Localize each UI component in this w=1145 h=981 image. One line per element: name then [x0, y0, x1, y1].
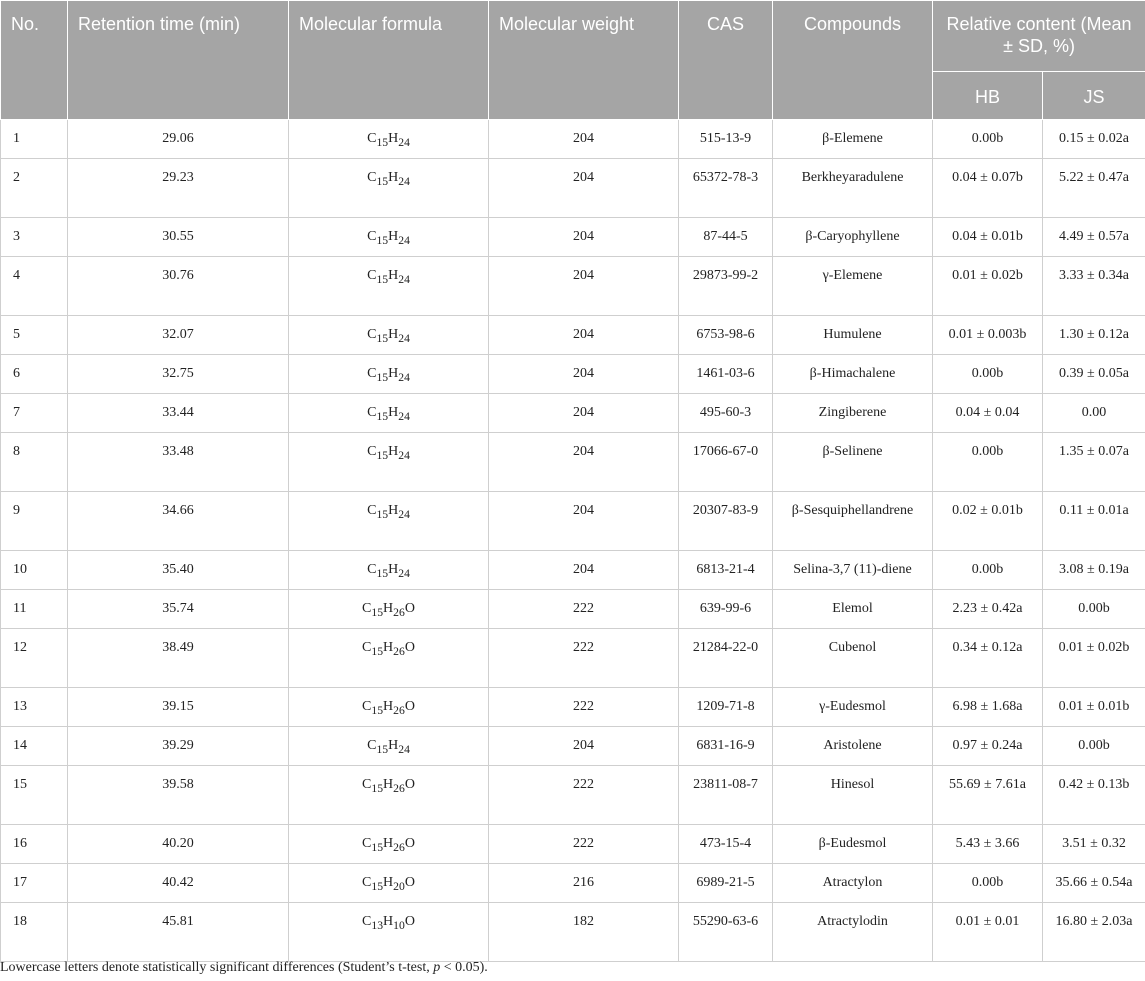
- cell-molecular-formula: [289, 159, 489, 218]
- cell-js: 5.22 ± 0.47a: [1043, 159, 1145, 218]
- table-row: [1, 688, 1145, 727]
- cell-retention-time: 40.20: [68, 825, 289, 864]
- formula-carbon-count: 15: [376, 409, 389, 423]
- cell-retention-time: 33.44: [68, 394, 289, 433]
- table-row: [1, 766, 1145, 825]
- cell-molecular-weight: 216: [489, 864, 679, 903]
- cell-compound: Berkheyaradulene: [773, 159, 933, 218]
- cell-no: 8: [1, 433, 68, 492]
- cell-compound: Cubenol: [773, 629, 933, 688]
- cell-molecular-formula: [289, 492, 489, 551]
- header-relative-content: Relative content (Mean ± SD, %): [933, 1, 1145, 72]
- table-row: [1, 492, 1145, 551]
- formula-hydrogen-count: 24: [398, 174, 410, 188]
- table-row: [1, 394, 1145, 433]
- cell-molecular-weight: 204: [489, 257, 679, 316]
- formula-carbon: C: [362, 640, 372, 655]
- header-molecular-formula: Molecular formula: [289, 1, 489, 120]
- cell-js: 1.30 ± 0.12a: [1043, 316, 1145, 355]
- cell-no: 15: [1, 766, 68, 825]
- formula-hydrogen: H: [383, 836, 394, 851]
- cell-retention-time: 34.66: [68, 492, 289, 551]
- cell-cas: 639-99-6: [679, 590, 773, 629]
- cell-molecular-weight: 204: [489, 433, 679, 492]
- cell-js: 0.11 ± 0.01a: [1043, 492, 1145, 551]
- cell-molecular-weight: 222: [489, 766, 679, 825]
- table-body: [1, 120, 1145, 962]
- formula-hydrogen-count: 24: [398, 135, 410, 149]
- formula-hydrogen: H: [383, 777, 394, 792]
- formula-hydrogen-count: 26: [393, 605, 405, 619]
- formula-carbon-count: 15: [376, 233, 389, 247]
- cell-retention-time: 35.40: [68, 551, 289, 590]
- table-row: [1, 864, 1145, 903]
- cell-no: 2: [1, 159, 68, 218]
- table-row: [1, 629, 1145, 688]
- formula-hydrogen: H: [388, 503, 399, 518]
- cell-hb: 55.69 ± 7.61a: [933, 766, 1043, 825]
- formula-carbon: C: [367, 738, 377, 753]
- table-row: [1, 825, 1145, 864]
- formula-hydrogen-count: 24: [398, 742, 410, 756]
- formula-carbon-count: 15: [371, 644, 384, 658]
- cell-compound: Humulene: [773, 316, 933, 355]
- cell-compound: Selina-3,7 (11)-diene: [773, 551, 933, 590]
- cell-retention-time: 30.76: [68, 257, 289, 316]
- cell-retention-time: 32.75: [68, 355, 289, 394]
- formula-carbon-count: 15: [371, 605, 384, 619]
- formula-carbon: C: [367, 170, 377, 185]
- cell-molecular-formula: [289, 316, 489, 355]
- formula-carbon-count: 15: [376, 448, 389, 462]
- cell-js: 3.33 ± 0.34a: [1043, 257, 1145, 316]
- formula-hydrogen-count: 24: [398, 566, 410, 580]
- formula-hydrogen: H: [388, 738, 399, 753]
- table-row: [1, 355, 1145, 394]
- cell-molecular-weight: 204: [489, 551, 679, 590]
- cell-retention-time: 45.81: [68, 903, 289, 962]
- cell-js: 16.80 ± 2.03a: [1043, 903, 1145, 962]
- cell-js: 0.15 ± 0.02a: [1043, 120, 1145, 159]
- cell-compound: β-Caryophyllene: [773, 218, 933, 257]
- cell-compound: β-Himachalene: [773, 355, 933, 394]
- cell-no: 10: [1, 551, 68, 590]
- formula-carbon-count: 15: [376, 370, 389, 384]
- cell-compound: β-Eudesmol: [773, 825, 933, 864]
- table-row: [1, 903, 1145, 962]
- cell-cas: 65372-78-3: [679, 159, 773, 218]
- cell-retention-time: 32.07: [68, 316, 289, 355]
- table-header: [1, 1, 1145, 120]
- cell-molecular-weight: 204: [489, 394, 679, 433]
- formula-carbon-count: 15: [376, 507, 389, 521]
- cell-compound: β-Selinene: [773, 433, 933, 492]
- cell-hb: 6.98 ± 1.68a: [933, 688, 1043, 727]
- cell-cas: 6989-21-5: [679, 864, 773, 903]
- cell-molecular-weight: 204: [489, 120, 679, 159]
- formula-oxygen: O: [404, 914, 415, 929]
- cell-retention-time: 39.29: [68, 727, 289, 766]
- header-cas: CAS: [679, 1, 773, 120]
- cell-molecular-formula: [289, 825, 489, 864]
- cell-no: 1: [1, 120, 68, 159]
- formula-carbon: C: [362, 836, 372, 851]
- formula-hydrogen: H: [388, 268, 399, 283]
- formula-carbon-count: 15: [376, 135, 389, 149]
- formula-hydrogen-count: 24: [398, 409, 410, 423]
- cell-js: 0.01 ± 0.01b: [1043, 688, 1145, 727]
- cell-molecular-weight: 222: [489, 688, 679, 727]
- formula-carbon: C: [367, 268, 377, 283]
- cell-cas: 473-15-4: [679, 825, 773, 864]
- header-js: JS: [1043, 72, 1145, 120]
- formula-hydrogen-count: 10: [393, 918, 405, 932]
- cell-retention-time: 40.42: [68, 864, 289, 903]
- cell-molecular-formula: [289, 433, 489, 492]
- table-row: [1, 120, 1145, 159]
- cell-no: 14: [1, 727, 68, 766]
- cell-js: 3.51 ± 0.32: [1043, 825, 1145, 864]
- formula-carbon: C: [362, 699, 372, 714]
- table-row: [1, 316, 1145, 355]
- cell-no: 4: [1, 257, 68, 316]
- cell-compound: Atractylon: [773, 864, 933, 903]
- cell-hb: 0.04 ± 0.07b: [933, 159, 1043, 218]
- cell-js: 0.39 ± 0.05a: [1043, 355, 1145, 394]
- cell-molecular-formula: [289, 688, 489, 727]
- formula-oxygen: O: [404, 777, 415, 792]
- cell-retention-time: 35.74: [68, 590, 289, 629]
- cell-no: 13: [1, 688, 68, 727]
- cell-molecular-formula: [289, 218, 489, 257]
- cell-molecular-formula: [289, 355, 489, 394]
- cell-js: 0.01 ± 0.02b: [1043, 629, 1145, 688]
- cell-molecular-formula: [289, 629, 489, 688]
- table-row: [1, 257, 1145, 316]
- cell-js: 3.08 ± 0.19a: [1043, 551, 1145, 590]
- formula-hydrogen: H: [388, 366, 399, 381]
- cell-hb: 0.02 ± 0.01b: [933, 492, 1043, 551]
- formula-hydrogen-count: 24: [398, 272, 410, 286]
- cell-compound: Atractylodin: [773, 903, 933, 962]
- formula-carbon: C: [362, 777, 372, 792]
- formula-oxygen: O: [404, 836, 415, 851]
- cell-hb: 0.00b: [933, 355, 1043, 394]
- formula-carbon: C: [367, 405, 377, 420]
- cell-molecular-weight: 204: [489, 159, 679, 218]
- cell-hb: 0.00b: [933, 551, 1043, 590]
- cell-no: 17: [1, 864, 68, 903]
- cell-retention-time: 33.48: [68, 433, 289, 492]
- formula-carbon: C: [362, 875, 372, 890]
- cell-compound: γ-Eudesmol: [773, 688, 933, 727]
- cell-cas: 21284-22-0: [679, 629, 773, 688]
- formula-hydrogen: H: [388, 405, 399, 420]
- formula-hydrogen: H: [383, 875, 394, 890]
- cell-molecular-weight: 204: [489, 727, 679, 766]
- formula-carbon-count: 15: [376, 566, 389, 580]
- cell-cas: 6831-16-9: [679, 727, 773, 766]
- cell-no: 18: [1, 903, 68, 962]
- formula-hydrogen: H: [383, 601, 394, 616]
- formula-hydrogen-count: 24: [398, 331, 410, 345]
- cell-cas: 17066-67-0: [679, 433, 773, 492]
- cell-js: 35.66 ± 0.54a: [1043, 864, 1145, 903]
- cell-js: 0.00b: [1043, 727, 1145, 766]
- cell-hb: 0.34 ± 0.12a: [933, 629, 1043, 688]
- cell-hb: 0.01 ± 0.003b: [933, 316, 1043, 355]
- cell-cas: 87-44-5: [679, 218, 773, 257]
- cell-molecular-weight: 222: [489, 825, 679, 864]
- formula-carbon: C: [367, 444, 377, 459]
- cell-retention-time: 38.49: [68, 629, 289, 688]
- formula-hydrogen-count: 24: [398, 507, 410, 521]
- formula-carbon-count: 15: [371, 703, 384, 717]
- cell-cas: 23811-08-7: [679, 766, 773, 825]
- cell-molecular-formula: [289, 727, 489, 766]
- formula-carbon-count: 15: [376, 331, 389, 345]
- formula-hydrogen-count: 20: [393, 879, 405, 893]
- formula-hydrogen: H: [388, 327, 399, 342]
- cell-retention-time: 39.15: [68, 688, 289, 727]
- cell-hb: 0.04 ± 0.01b: [933, 218, 1043, 257]
- cell-js: 1.35 ± 0.07a: [1043, 433, 1145, 492]
- header-compounds: Compounds: [773, 1, 933, 120]
- cell-molecular-formula: [289, 766, 489, 825]
- cell-hb: 0.97 ± 0.24a: [933, 727, 1043, 766]
- formula-carbon-count: 13: [371, 918, 384, 932]
- cell-js: 0.42 ± 0.13b: [1043, 766, 1145, 825]
- formula-hydrogen: H: [383, 699, 394, 714]
- cell-js: 0.00: [1043, 394, 1145, 433]
- cell-compound: Elemol: [773, 590, 933, 629]
- cell-molecular-formula: [289, 257, 489, 316]
- footnote-prefix: Lowercase letters denote statistically significant differences (Student’s t-test,: [0, 960, 434, 975]
- cell-hb: 0.04 ± 0.04: [933, 394, 1043, 433]
- formula-oxygen: O: [404, 699, 415, 714]
- formula-carbon-count: 15: [376, 742, 389, 756]
- formula-hydrogen: H: [388, 562, 399, 577]
- cell-no: 12: [1, 629, 68, 688]
- cell-cas: 1461-03-6: [679, 355, 773, 394]
- formula-carbon: C: [367, 562, 377, 577]
- table-row: [1, 590, 1145, 629]
- cell-molecular-weight: 204: [489, 316, 679, 355]
- cell-no: 6: [1, 355, 68, 394]
- cell-hb: 5.43 ± 3.66: [933, 825, 1043, 864]
- table-footnote: [0, 960, 488, 976]
- cell-compound: γ-Elemene: [773, 257, 933, 316]
- formula-carbon-count: 15: [376, 174, 389, 188]
- cell-molecular-formula: [289, 551, 489, 590]
- cell-no: 5: [1, 316, 68, 355]
- cell-molecular-weight: 182: [489, 903, 679, 962]
- formula-carbon: C: [367, 366, 377, 381]
- formula-hydrogen: H: [388, 444, 399, 459]
- formula-carbon: C: [367, 327, 377, 342]
- formula-oxygen: O: [404, 875, 415, 890]
- cell-cas: 55290-63-6: [679, 903, 773, 962]
- cell-js: 0.00b: [1043, 590, 1145, 629]
- cell-no: 3: [1, 218, 68, 257]
- table-row: [1, 551, 1145, 590]
- cell-compound: Hinesol: [773, 766, 933, 825]
- cell-molecular-formula: [289, 394, 489, 433]
- formula-hydrogen: H: [388, 229, 399, 244]
- cell-compound: Zingiberene: [773, 394, 933, 433]
- cell-compound: β-Sesquiphellandrene: [773, 492, 933, 551]
- cell-molecular-weight: 222: [489, 590, 679, 629]
- formula-hydrogen: H: [383, 640, 394, 655]
- cell-no: 11: [1, 590, 68, 629]
- cell-retention-time: 29.06: [68, 120, 289, 159]
- cell-molecular-formula: [289, 120, 489, 159]
- cell-no: 16: [1, 825, 68, 864]
- formula-hydrogen: H: [388, 131, 399, 146]
- cell-hb: 0.01 ± 0.01: [933, 903, 1043, 962]
- formula-carbon: C: [362, 914, 372, 929]
- cell-cas: 1209-71-8: [679, 688, 773, 727]
- formula-hydrogen-count: 24: [398, 370, 410, 384]
- footnote-p-value-symbol: p: [433, 960, 441, 975]
- table-row: [1, 218, 1145, 257]
- cell-hb: 0.00b: [933, 433, 1043, 492]
- cell-molecular-weight: 204: [489, 492, 679, 551]
- cell-cas: 515-13-9: [679, 120, 773, 159]
- formula-oxygen: O: [404, 640, 415, 655]
- cell-retention-time: 39.58: [68, 766, 289, 825]
- cell-no: 9: [1, 492, 68, 551]
- formula-hydrogen: H: [383, 914, 394, 929]
- cell-molecular-formula: [289, 903, 489, 962]
- cell-compound: β-Elemene: [773, 120, 933, 159]
- header-hb: HB: [933, 72, 1043, 120]
- cell-hb: 2.23 ± 0.42a: [933, 590, 1043, 629]
- header-retention-time: Retention time (min): [68, 1, 289, 120]
- cell-hb: 0.00b: [933, 864, 1043, 903]
- table-row: [1, 159, 1145, 218]
- cell-molecular-weight: 222: [489, 629, 679, 688]
- cell-cas: 6813-21-4: [679, 551, 773, 590]
- cell-cas: 6753-98-6: [679, 316, 773, 355]
- formula-carbon-count: 15: [376, 272, 389, 286]
- header-no: No.: [1, 1, 68, 120]
- cell-molecular-weight: 204: [489, 218, 679, 257]
- formula-hydrogen-count: 24: [398, 448, 410, 462]
- formula-carbon: C: [367, 503, 377, 518]
- cell-no: 7: [1, 394, 68, 433]
- cell-js: 4.49 ± 0.57a: [1043, 218, 1145, 257]
- formula-carbon: C: [362, 601, 372, 616]
- formula-hydrogen-count: 26: [393, 840, 405, 854]
- formula-hydrogen-count: 26: [393, 781, 405, 795]
- formula-carbon-count: 15: [371, 781, 384, 795]
- footnote-suffix: < 0.05).: [440, 960, 488, 975]
- table-row: [1, 433, 1145, 492]
- cell-compound: Aristolene: [773, 727, 933, 766]
- formula-oxygen: O: [404, 601, 415, 616]
- formula-hydrogen-count: 26: [393, 703, 405, 717]
- cell-retention-time: 30.55: [68, 218, 289, 257]
- cell-hb: 0.00b: [933, 120, 1043, 159]
- formula-hydrogen-count: 24: [398, 233, 410, 247]
- cell-molecular-formula: [289, 864, 489, 903]
- cell-hb: 0.01 ± 0.02b: [933, 257, 1043, 316]
- formula-hydrogen: H: [388, 170, 399, 185]
- cell-molecular-weight: 204: [489, 355, 679, 394]
- cell-retention-time: 29.23: [68, 159, 289, 218]
- table-row: [1, 727, 1145, 766]
- formula-carbon: C: [367, 229, 377, 244]
- cell-cas: 495-60-3: [679, 394, 773, 433]
- formula-carbon: C: [367, 131, 377, 146]
- cell-molecular-formula: [289, 590, 489, 629]
- header-molecular-weight: Molecular weight: [489, 1, 679, 120]
- cell-cas: 29873-99-2: [679, 257, 773, 316]
- formula-carbon-count: 15: [371, 879, 384, 893]
- cell-cas: 20307-83-9: [679, 492, 773, 551]
- formula-carbon-count: 15: [371, 840, 384, 854]
- formula-hydrogen-count: 26: [393, 644, 405, 658]
